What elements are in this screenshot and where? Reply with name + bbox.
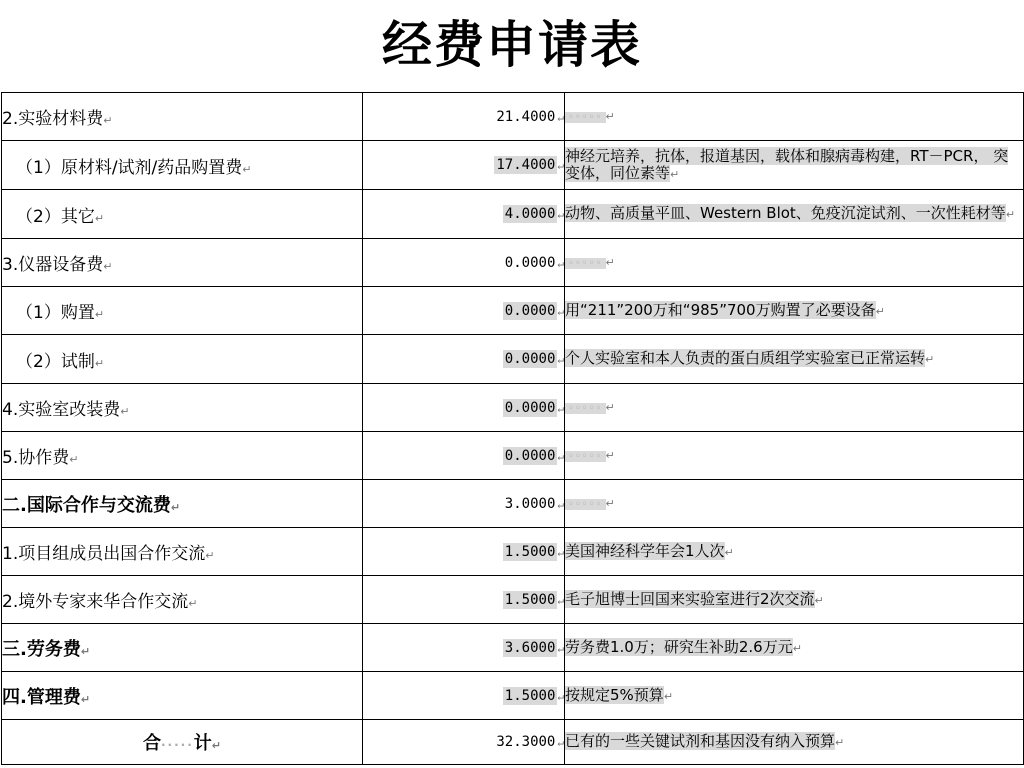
paragraph-mark-icon: ↵ <box>814 593 824 607</box>
table-row <box>2 624 1024 672</box>
item-label: （2）其它 <box>16 206 95 227</box>
note-text: 神经元培养，抗体，报道基因，载体和腺病毒构建，RT－PCR， 突变体，同位素等 <box>565 146 1009 182</box>
paragraph-mark-icon: ↵ <box>557 736 564 749</box>
item-cell <box>2 287 363 335</box>
paragraph-mark-icon: ↵ <box>557 110 564 124</box>
amount-cell <box>363 576 565 624</box>
table-row <box>2 528 1024 576</box>
note-text: 按规定5%预算 <box>565 685 664 704</box>
paragraph-mark-icon: ↵ <box>557 593 564 607</box>
note-cell <box>565 480 1024 528</box>
paragraph-mark-icon: ↵ <box>724 545 734 559</box>
note-text: 美国神经科学年会1人次 <box>565 541 725 560</box>
total-label-right: 计 <box>193 733 212 754</box>
placeholder-dots: ◦◦◦◦◦ <box>565 403 606 414</box>
amount-value: 21.4000 <box>496 108 556 125</box>
paragraph-mark-icon: ↵ <box>557 449 564 463</box>
item-label: 4.实验室改装费 <box>2 400 121 420</box>
table-row <box>2 672 1024 720</box>
paragraph-mark-icon: ↵ <box>205 549 215 562</box>
item-cell <box>2 480 363 528</box>
note-cell <box>565 384 1024 432</box>
amount-value: 1.5000 <box>504 687 556 704</box>
note-cell <box>565 190 1024 239</box>
item-label: 2.实验材料费 <box>2 109 104 129</box>
amount-cell <box>363 624 565 672</box>
item-label: 2.境外专家来华合作交流 <box>2 592 189 612</box>
paragraph-mark-icon: ↵ <box>69 453 79 466</box>
table-row <box>2 576 1024 624</box>
placeholder-dots: ◦◦◦◦◦ <box>565 451 606 462</box>
item-cell <box>2 528 363 576</box>
item-cell <box>2 576 363 624</box>
item-label: 二.国际合作与交流费 <box>2 494 171 516</box>
paragraph-mark-icon: ↵ <box>557 689 564 703</box>
table-row <box>2 239 1024 287</box>
placeholder-dots: ◦◦◦◦◦ <box>565 112 606 123</box>
paragraph-mark-icon: ↵ <box>792 641 802 655</box>
paragraph-mark-icon: ↵ <box>925 353 935 366</box>
item-label: 3.仪器设备费 <box>2 255 104 275</box>
total-label-cell <box>2 720 363 765</box>
paragraph-mark-icon: ↵ <box>242 162 252 176</box>
amount-value: 0.0000 <box>504 254 556 271</box>
paragraph-mark-icon: ↵ <box>557 304 564 318</box>
amount-cell <box>363 239 565 287</box>
item-cell <box>2 190 363 239</box>
amount-cell <box>363 432 565 480</box>
table-row <box>2 480 1024 528</box>
item-label: 1.项目组成员出国合作交流 <box>2 544 206 564</box>
amount-cell <box>363 93 565 141</box>
note-text: 劳务费1.0万；研究生补助2.6万元 <box>565 637 793 656</box>
note-cell <box>565 576 1024 624</box>
paragraph-mark-icon: ↵ <box>557 208 564 221</box>
table-row <box>2 287 1024 335</box>
amount-cell <box>363 141 565 190</box>
budget-table <box>1 92 1024 765</box>
item-cell <box>2 624 363 672</box>
item-cell <box>2 141 363 190</box>
note-cell <box>565 672 1024 720</box>
paragraph-mark-icon: ↵ <box>663 689 674 703</box>
paragraph-mark-icon: ↵ <box>94 308 105 321</box>
paragraph-mark-icon: ↵ <box>557 159 564 172</box>
page-title: 经费申请表 <box>382 16 642 74</box>
total-note-text: 已有的一些关键试剂和基因没有纳入预算 <box>565 732 836 750</box>
amount-value: 1.5000 <box>504 543 556 560</box>
paragraph-mark-icon: ↵ <box>80 644 91 658</box>
paragraph-mark-icon: ↵ <box>557 401 564 415</box>
table-row <box>2 384 1024 432</box>
paragraph-mark-icon: ↵ <box>94 356 105 370</box>
total-label-left: 合 <box>142 733 161 754</box>
paragraph-mark-icon: ↵ <box>80 692 91 706</box>
paragraph-mark-icon: ↵ <box>557 256 564 270</box>
note-text: 动物、高质量平皿、Western Blot、免疫沉淀试剂、一次性耗材等 <box>565 204 1006 222</box>
total-note-cell <box>565 720 1024 765</box>
paragraph-mark-icon: ↵ <box>605 401 615 414</box>
table-row <box>2 141 1024 190</box>
note-cell <box>565 432 1024 480</box>
paragraph-mark-icon: ↵ <box>1005 208 1016 221</box>
item-label: （1）原材料/试剂/药品购置费 <box>16 157 243 178</box>
item-label: （1）购置 <box>16 303 95 323</box>
note-cell <box>565 624 1024 672</box>
paragraph-mark-icon: ↵ <box>211 739 221 752</box>
paragraph-mark-icon: ↵ <box>557 497 564 511</box>
note-cell <box>565 287 1024 335</box>
table-row <box>2 190 1024 239</box>
item-label: 三.劳务费 <box>2 638 81 660</box>
total-amount-cell <box>363 720 565 765</box>
amount-cell <box>363 528 565 576</box>
placeholder-dots: ◦◦◦◦◦ <box>565 499 606 510</box>
paragraph-mark-icon: ↵ <box>835 736 845 749</box>
paragraph-mark-icon: ↵ <box>103 260 113 273</box>
paragraph-mark-icon: ↵ <box>170 500 181 514</box>
amount-cell <box>363 384 565 432</box>
note-text: 个人实验室和本人负责的蛋白质组学实验室已正常运转 <box>565 349 926 367</box>
amount-value: 1.5000 <box>504 591 556 608</box>
amount-value: 0.0000 <box>504 447 556 464</box>
amount-cell <box>363 672 565 720</box>
item-cell <box>2 335 363 384</box>
amount-cell <box>363 335 565 384</box>
amount-value: 4.0000 <box>504 206 556 222</box>
item-cell <box>2 432 363 480</box>
note-text: 毛子旭博士回国来实验室进行2次交流 <box>565 589 815 608</box>
note-cell <box>565 239 1024 287</box>
item-cell <box>2 93 363 141</box>
paragraph-mark-icon: ↵ <box>875 304 885 318</box>
item-cell <box>2 384 363 432</box>
paragraph-mark-icon: ↵ <box>557 641 564 655</box>
item-label: 5.协作费 <box>2 448 70 468</box>
paragraph-mark-icon: ↵ <box>605 497 615 510</box>
item-label: 四.管理费 <box>2 686 81 708</box>
table-row <box>2 335 1024 384</box>
paragraph-mark-icon: ↵ <box>557 545 564 559</box>
note-cell <box>565 141 1024 190</box>
amount-cell <box>363 480 565 528</box>
amount-value: 3.0000 <box>504 495 556 512</box>
table-row <box>2 432 1024 480</box>
note-cell <box>565 93 1024 141</box>
amount-value: 0.0000 <box>504 351 556 367</box>
paragraph-mark-icon: ↵ <box>188 597 198 610</box>
item-cell <box>2 239 363 287</box>
total-dots: ····· <box>160 738 194 752</box>
amount-cell <box>363 190 565 239</box>
paragraph-mark-icon: ↵ <box>94 211 105 225</box>
paragraph-mark-icon: ↵ <box>120 405 130 418</box>
note-text: 用“211”200万和“985”700万购置了必要设备 <box>565 300 876 319</box>
note-cell <box>565 528 1024 576</box>
amount-value: 0.0000 <box>504 399 556 416</box>
paragraph-mark-icon: ↵ <box>557 353 564 366</box>
item-cell <box>2 672 363 720</box>
table-row <box>2 93 1024 141</box>
placeholder-dots: ◦◦◦◦◦ <box>565 258 606 269</box>
item-label: （2）试制 <box>16 351 95 372</box>
amount-value: 0.0000 <box>504 302 556 319</box>
amount-value: 17.4000 <box>496 157 556 173</box>
paragraph-mark-icon: ↵ <box>605 256 615 269</box>
paragraph-mark-icon: ↵ <box>103 114 113 127</box>
amount-cell <box>363 287 565 335</box>
total-amount-value: 32.3000 <box>496 734 556 750</box>
amount-value: 3.6000 <box>504 639 556 656</box>
total-row <box>2 720 1024 765</box>
note-cell <box>565 335 1024 384</box>
paragraph-mark-icon: ↵ <box>605 449 615 462</box>
paragraph-mark-icon: ↵ <box>670 167 680 181</box>
paragraph-mark-icon: ↵ <box>605 110 615 123</box>
